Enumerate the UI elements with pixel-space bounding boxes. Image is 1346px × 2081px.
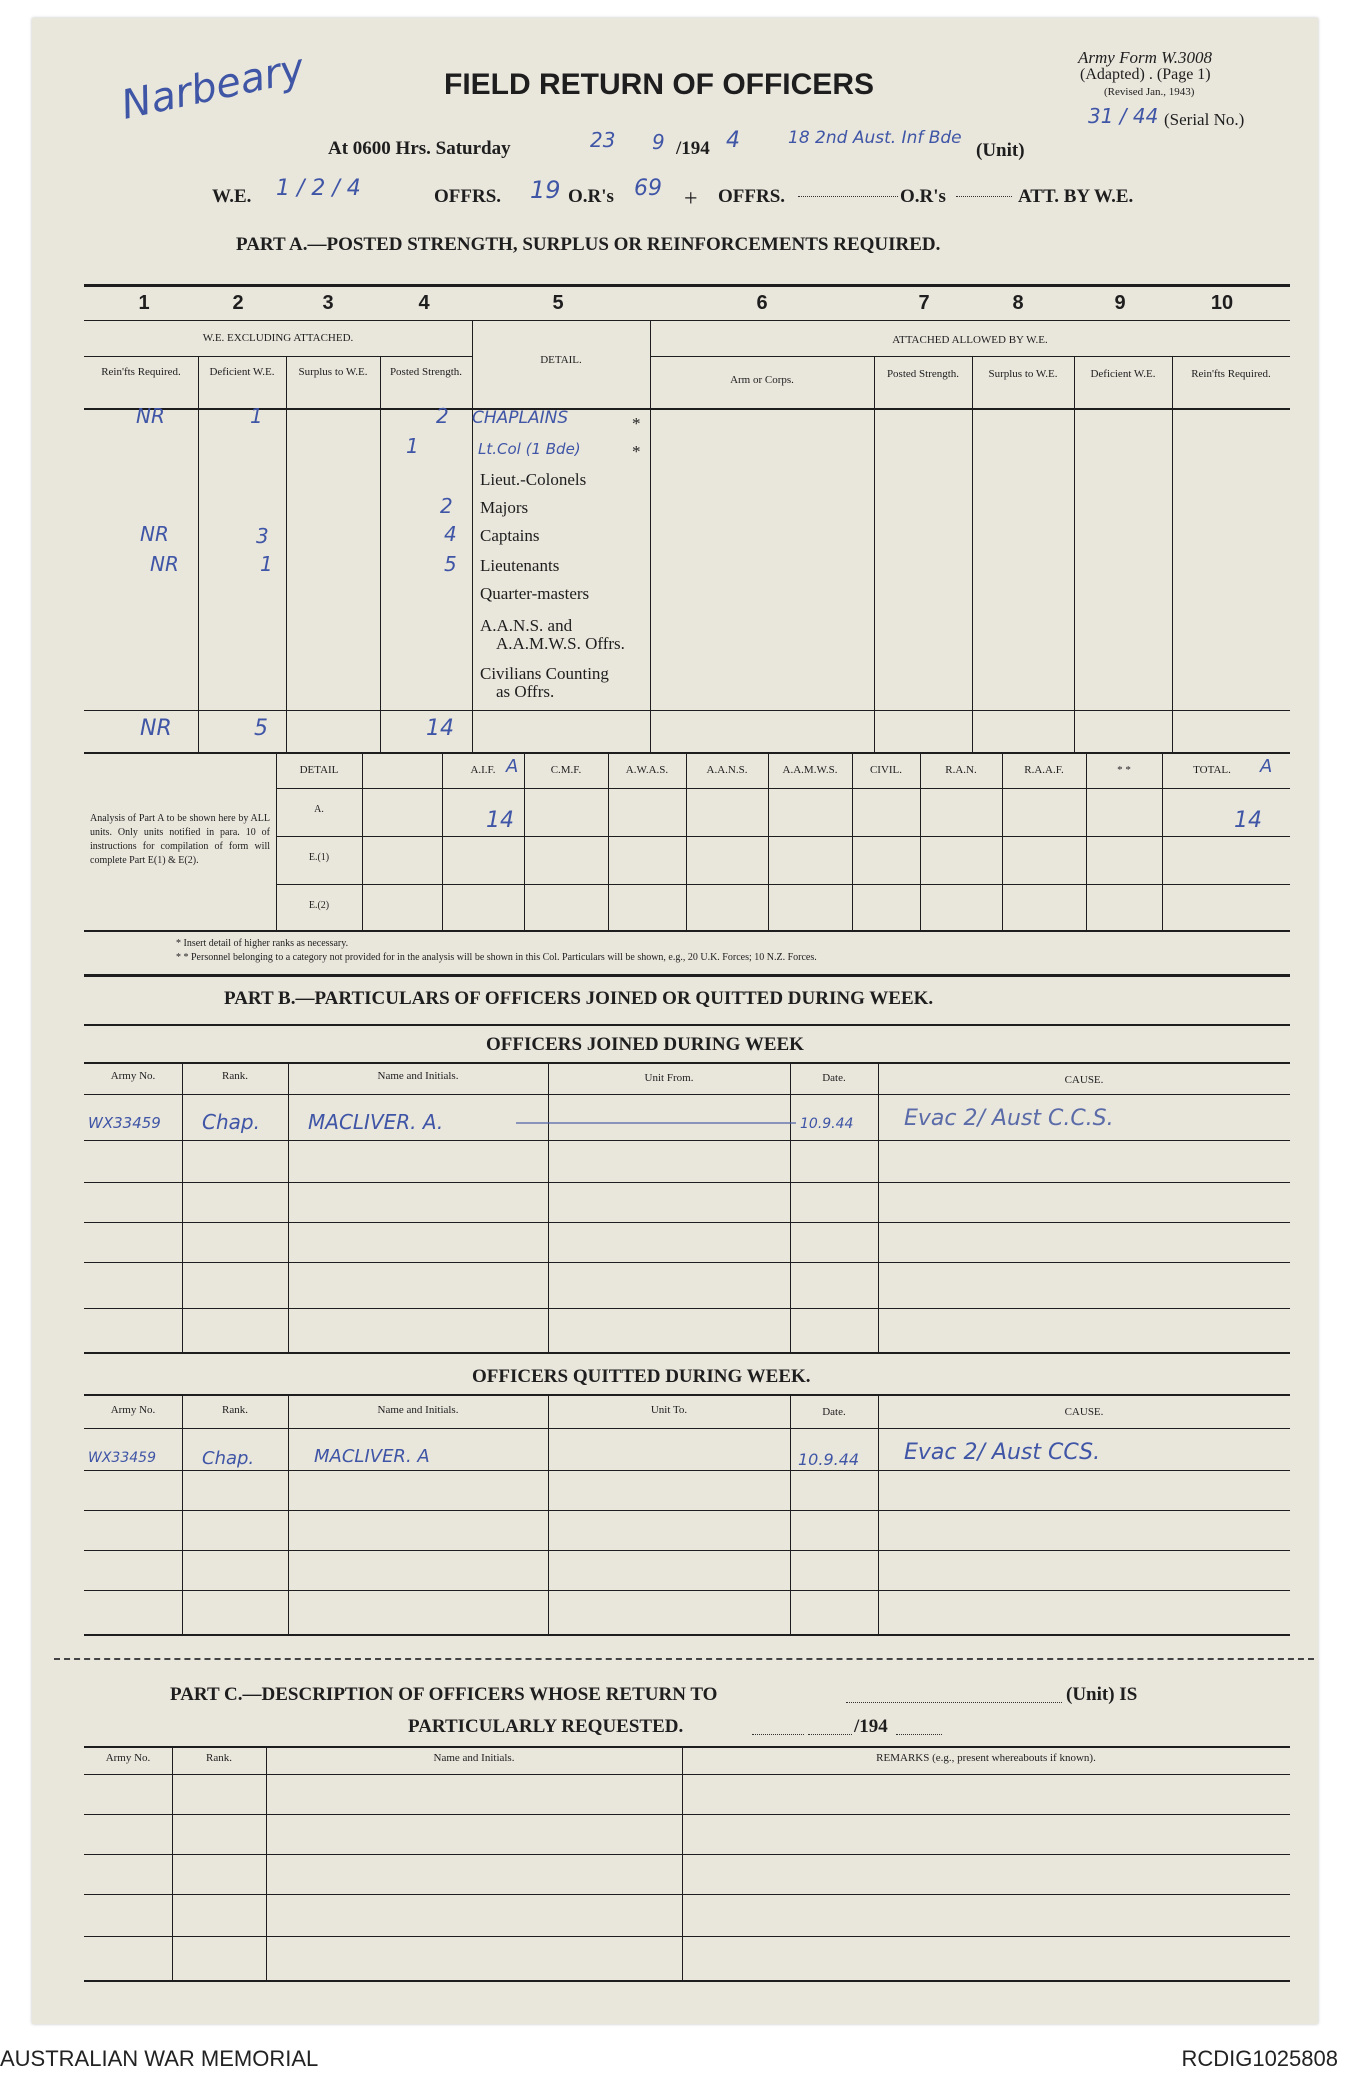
quitted-army-no: WX33459 <box>88 1450 156 1466</box>
group-attached-allowed: ATTACHED ALLOWED BY W.E. <box>892 334 1048 346</box>
quitted-vline <box>548 1394 549 1634</box>
col-number-2: 2 <box>232 292 244 314</box>
row-captains-detail: Captains <box>480 526 540 545</box>
analysis-total-mark: A <box>1260 756 1273 777</box>
analysis-hdr-total: TOTAL. <box>1193 764 1231 776</box>
quitted-row-rule <box>84 1550 1290 1551</box>
part-c-date-blank-1 <box>752 1734 804 1735</box>
analysis-hdr-other: * * <box>1117 764 1131 776</box>
analysis-row-a: A. <box>314 804 324 815</box>
analysis-hdr-ran: R.A.N. <box>945 764 977 776</box>
row-lieutenants-posted: 5 <box>444 552 457 576</box>
part-a-group-rule <box>84 356 472 357</box>
joined-date: 10.9.44 <box>800 1116 854 1132</box>
quitted-date: 10.9.44 <box>798 1450 860 1469</box>
analysis-hdr-awas: A.W.A.S. <box>625 764 669 776</box>
part-a-vline <box>198 356 199 754</box>
joined-cause: Evac 2/ Aust C.C.S. <box>904 1106 1114 1131</box>
part-a-vline <box>874 356 875 754</box>
att-label: ATT. BY W.E. <box>1018 186 1134 207</box>
quitted-vline <box>878 1394 879 1634</box>
hdr-posted-strength: Posted Strength. <box>389 366 463 378</box>
joined-hdr-army-no: Army No. <box>110 1070 156 1082</box>
row-ltcol-posted: 1 <box>406 434 419 458</box>
analysis-hdr-civil: CIVIL. <box>869 764 903 776</box>
analysis-vline <box>768 754 769 930</box>
analysis-vline <box>362 754 363 930</box>
hdr-reinfts-required-att: Rein'fts Required. <box>1191 368 1271 380</box>
part-a-vline <box>380 356 381 754</box>
part-c-row-rule <box>84 1854 1290 1855</box>
row-ltcol-star: * <box>632 442 641 461</box>
date-year-prefix: /194 <box>676 138 710 159</box>
serial-label: (Serial No.) <box>1164 110 1245 129</box>
part-a-group-rule <box>650 356 1290 357</box>
total-posted: 14 <box>426 716 454 741</box>
row-chaplains-detail: CHAPLAINS <box>472 408 569 428</box>
quitted-hdr-cause: CAUSE. <box>1064 1406 1104 1418</box>
analysis-vline <box>1002 754 1003 930</box>
part-c-top-rule <box>84 1746 1290 1748</box>
col-number-10: 10 <box>1210 292 1234 314</box>
quitted-cause: Evac 2/ Aust CCS. <box>904 1440 1101 1465</box>
part-c-vline <box>172 1746 173 1982</box>
at-hours-label: At 0600 Hrs. Saturday <box>328 138 511 159</box>
hdr-deficient-we: Deficient W.E. <box>209 366 275 378</box>
detail-header: DETAIL. <box>540 354 582 366</box>
analysis-row-e2: E.(2) <box>308 900 330 911</box>
quitted-hdr-unit-to: Unit To. <box>650 1404 688 1416</box>
analysis-vline <box>920 754 921 930</box>
footer-record-id: RCDIG1025808 <box>1181 2046 1338 2071</box>
part-a-vline <box>1074 356 1075 754</box>
col-number-7: 7 <box>918 292 930 314</box>
offrs2-label: OFFRS. <box>718 186 786 207</box>
quitted-hdr-date: Date. <box>822 1406 846 1418</box>
analysis-vline <box>1162 754 1163 930</box>
row-captains-deficient: 3 <box>256 524 269 548</box>
row-chaplains-reinf: NR <box>136 404 165 428</box>
form-number: Army Form W.3008 <box>1078 48 1212 67</box>
analysis-vline <box>1086 754 1087 930</box>
joined-hdr-date: Date. <box>822 1072 846 1084</box>
serial-value: 31 / 44 <box>1088 104 1159 128</box>
dashed-separator <box>54 1658 1314 1660</box>
part-c-hdr-name: Name and Initials. <box>433 1752 515 1764</box>
plus-sign: + <box>684 186 698 212</box>
row-aans-detail-1: A.A.N.S. and <box>480 616 573 635</box>
part-a-vline <box>650 320 651 754</box>
row-civilians-detail-1: Civilians Counting <box>480 664 609 683</box>
row-chaplains-deficient: 1 <box>250 404 263 428</box>
joined-top-rule <box>84 1062 1290 1064</box>
analysis-hdr-detail: DETAIL <box>299 764 339 776</box>
joined-rank: Chap. <box>202 1110 260 1134</box>
quitted-title: OFFICERS QUITTED DURING WEEK. <box>472 1366 811 1387</box>
quitted-row-rule <box>84 1470 1290 1471</box>
joined-row-rule <box>84 1262 1290 1263</box>
row-ltcol-detail: Lt.Col (1 Bde) <box>478 440 581 458</box>
offrs2-blank <box>798 196 898 197</box>
part-c-title-1: PART C.—DESCRIPTION OF OFFICERS WHOSE RETURN TO <box>170 1684 718 1705</box>
joined-row-rule <box>84 1308 1290 1309</box>
part-c-title-unit: (Unit) IS <box>1066 1684 1138 1705</box>
part-a-vline <box>286 356 287 754</box>
quitted-hdr-army-no: Army No. <box>110 1404 156 1416</box>
ors-label: O.R's <box>568 186 614 207</box>
hdr-reinfts-required: Rein'fts Required. <box>101 366 181 378</box>
quitted-row-rule <box>84 1510 1290 1511</box>
joined-row-rule <box>84 1222 1290 1223</box>
footer-archive-name: AUSTRALIAN WAR MEMORIAL <box>0 2046 319 2071</box>
part-c-hdr-rank: Rank. <box>206 1752 232 1764</box>
quitted-hdr-rank: Rank. <box>222 1404 248 1416</box>
analysis-hdr-cmf: C.M.F. <box>550 764 582 776</box>
col-number-4: 4 <box>418 292 430 314</box>
part-a-top-rule <box>84 284 1290 287</box>
we-label: W.E. <box>212 186 252 207</box>
col-number-8: 8 <box>1012 292 1024 314</box>
part-c-unit-blank <box>846 1702 1062 1703</box>
analysis-hline <box>276 884 1290 885</box>
hdr-surplus-we-att: Surplus to W.E. <box>988 368 1058 380</box>
row-chaplains-star: * <box>632 414 641 433</box>
analysis-total-value: 14 <box>1234 808 1262 833</box>
row-lieut-colonels-detail: Lieut.-Colonels <box>480 470 587 489</box>
quitted-row-rule <box>84 1428 1290 1429</box>
analysis-bottom-rule <box>84 930 1290 932</box>
total-deficient: 5 <box>254 716 268 741</box>
joined-bottom-rule <box>84 1352 1290 1354</box>
date-year: 4 <box>726 128 740 153</box>
joined-hdr-cause: CAUSE. <box>1064 1074 1104 1086</box>
joined-row-rule <box>84 1094 1290 1095</box>
part-a-vline <box>1172 356 1173 754</box>
part-b-top-rule <box>84 974 1290 977</box>
col-number-6: 6 <box>756 292 768 314</box>
part-b-title: PART B.—PARTICULARS OF OFFICERS JOINED OR QUITTED DURING WEEK. <box>224 988 934 1009</box>
part-c-hdr-remarks: REMARKS (e.g., present whereabouts if known). <box>876 1752 1096 1764</box>
offrs-label: OFFRS. <box>434 186 502 207</box>
unit-value: 18 2nd Aust. Inf Bde <box>788 128 962 148</box>
quitted-hdr-name: Name and Initials. <box>377 1404 459 1416</box>
footnote-2: * * Personnel belonging to a category not provided for in the analysis will be shown in this Col. Particulars will be shown, e.g., 20 U.K. Forces; 10 N.Z. Forces. <box>176 952 817 963</box>
part-c-date-blank-2 <box>808 1734 852 1735</box>
joined-row-rule <box>84 1182 1290 1183</box>
hdr-surplus-we: Surplus to W.E. <box>298 366 368 378</box>
analysis-vline <box>608 754 609 930</box>
analysis-hdr-aamws: A.A.M.W.S. <box>782 764 838 776</box>
analysis-vline <box>852 754 853 930</box>
joined-title: OFFICERS JOINED DURING WEEK <box>486 1034 804 1055</box>
hdr-deficient-we-att: Deficient W.E. <box>1090 368 1156 380</box>
handwritten-annotation: Narbeary <box>117 45 309 129</box>
quitted-vline <box>790 1394 791 1634</box>
row-civilians-detail-2: as Offrs. <box>496 682 555 701</box>
hdr-arm-or-corps: Arm or Corps. <box>730 374 794 386</box>
unit-label: (Unit) <box>976 140 1025 161</box>
row-captains-reinf: NR <box>140 522 169 546</box>
group-we-excluding: W.E. EXCLUDING ATTACHED. <box>202 332 354 344</box>
joined-hdr-name: Name and Initials. <box>377 1070 459 1082</box>
analysis-row-e1: E.(1) <box>308 852 330 863</box>
total-reinf: NR <box>140 716 172 741</box>
row-lieutenants-detail: Lieutenants <box>480 556 560 575</box>
quitted-vline <box>288 1394 289 1634</box>
quitted-top-rule <box>84 1394 1290 1396</box>
part-a-header-rule <box>84 408 1290 410</box>
offrs-value: 19 <box>530 176 561 204</box>
row-quartermasters-detail: Quarter-masters <box>480 584 590 603</box>
col-number-9: 9 <box>1114 292 1126 314</box>
quitted-name: MACLIVER. A <box>314 1446 430 1467</box>
we-value: 1 / 2 / 4 <box>276 176 361 201</box>
joined-hdr-unit-from: Unit From. <box>644 1072 694 1084</box>
date-month: 9 <box>652 130 665 154</box>
analysis-hdr-raaf: R.A.A.F. <box>1024 764 1064 776</box>
analysis-aif-mark: A <box>506 756 519 777</box>
quitted-rank: Chap. <box>202 1448 255 1469</box>
joined-army-no: WX33459 <box>88 1114 161 1132</box>
quitted-vline <box>182 1394 183 1634</box>
part-a-total-rule <box>84 710 1290 711</box>
ors-value: 69 <box>634 176 662 201</box>
form-title: FIELD RETURN OF OFFICERS <box>444 68 874 101</box>
part-c-vline <box>266 1746 267 1982</box>
part-c-date-year: /194 <box>854 1716 888 1737</box>
analysis-hline <box>276 788 1290 789</box>
joined-name: MACLIVER. A. <box>308 1110 444 1134</box>
analysis-vline <box>524 754 525 930</box>
joined-row-rule <box>84 1140 1290 1141</box>
row-lieutenants-reinf: NR <box>150 552 179 576</box>
quitted-bottom-rule <box>84 1634 1290 1636</box>
part-a-vline <box>472 320 473 754</box>
form-revised: (Revised Jan., 1943) <box>1104 86 1195 98</box>
part-c-bottom-rule <box>84 1980 1290 1982</box>
row-captains-posted: 4 <box>444 522 457 546</box>
joined-hdr-rank: Rank. <box>222 1070 248 1082</box>
part-c-date-blank-3 <box>896 1734 942 1735</box>
part-c-row-rule <box>84 1774 1290 1775</box>
col-number-3: 3 <box>322 292 334 314</box>
row-majors-posted: 2 <box>440 494 453 518</box>
row-majors-detail: Majors <box>480 498 529 517</box>
row-aans-detail-2: A.A.M.W.S. Offrs. <box>496 634 625 653</box>
part-c-row-rule <box>84 1894 1290 1895</box>
analysis-aif-value: 14 <box>486 808 514 833</box>
part-a-bottom-rule <box>84 752 1290 754</box>
part-c-row-rule <box>84 1814 1290 1815</box>
ors2-label: O.R's <box>900 186 946 207</box>
ors2-blank <box>956 196 1012 197</box>
analysis-note: Analysis of Part A to be shown here by ALL units. Only units notified in para. 10 of instructions for compilation of form will complete Part E(1) & E(2). <box>90 813 270 866</box>
analysis-vline <box>442 754 443 930</box>
date-day: 23 <box>590 128 616 152</box>
part-a-title: PART A.—POSTED STRENGTH, SURPLUS OR REINFORCEMENTS REQUIRED. <box>236 234 941 255</box>
footnote-1: * Insert detail of higher ranks as necessary. <box>176 938 349 949</box>
joined-strike-line <box>516 1122 796 1124</box>
col-number-5: 5 <box>552 292 564 314</box>
hdr-posted-strength-att: Posted Strength. <box>886 368 960 380</box>
part-c-title-2: PARTICULARLY REQUESTED. <box>408 1716 684 1737</box>
col-number-1: 1 <box>138 292 150 314</box>
row-chaplains-posted: 2 <box>436 404 449 428</box>
part-c-hdr-army-no: Army No. <box>105 1752 151 1764</box>
analysis-hline <box>276 836 1290 837</box>
analysis-vline <box>686 754 687 930</box>
quitted-row-rule <box>84 1590 1290 1591</box>
part-b-title-rule <box>84 1024 1290 1026</box>
row-lieutenants-deficient: 1 <box>260 552 273 576</box>
part-c-row-rule <box>84 1936 1290 1937</box>
part-a-colnum-rule <box>84 320 1290 321</box>
form-adapted: (Adapted) . (Page 1) <box>1080 66 1211 83</box>
analysis-hdr-aans: A.A.N.S. <box>706 764 748 776</box>
part-a-vline <box>972 356 973 754</box>
analysis-hdr-aif: A.I.F. <box>470 764 496 776</box>
part-c-vline <box>682 1746 683 1982</box>
